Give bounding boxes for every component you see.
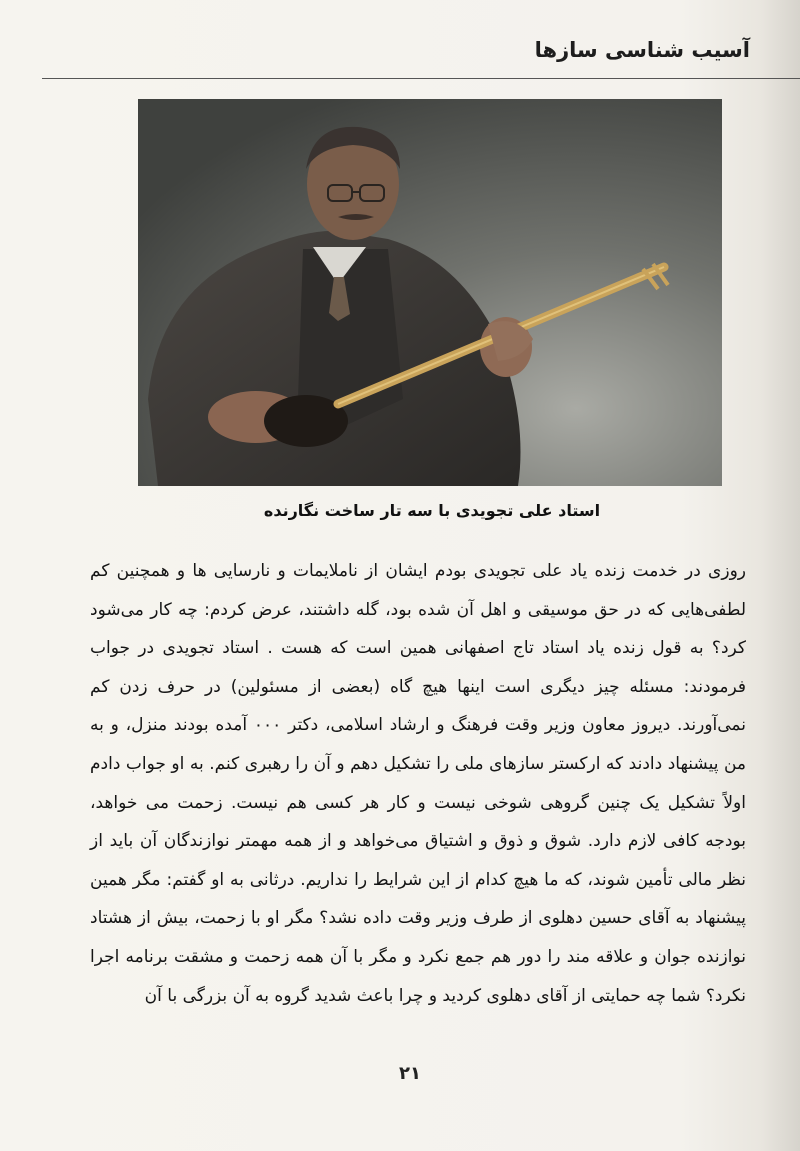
page-number: ۲۱ bbox=[399, 1063, 421, 1084]
body-paragraph: روزی در خدمت زنده یاد علی تجویدی بودم ایشان از ناملایمات و نارسایی ها و همچنین کم لطفی‌هایی که در حق موسیقی و اهل آن شده بود، گله داشتند، عرض کردم: چه کار می‌شود کرد؟ به قول زنده یاد استاد تاج اصفهانی همین است که هست . استاد تجویدی در جواب فرمودند: مسئله چیز دیگری است اینها هیچ گاه (بعضی از مسئولین) در حرف زدن کم نمی‌آورند. دیروز معاون وزیر وقت فرهنگ و ارشاد اسلامی، دکتر ۰۰۰ آمده بودند منزل، و به من پیشنهاد دادند که ارکستر سازهای ملی را تشکیل دهم و آن را رهبری کنم. به او جواب دادم اولاً تشکیل یک چنین گروهی شوخی نیست و کار هر کسی هم نیست. زحمت می خواهد، بودجه کافی لازم دارد. شوق و ذوق و اشتیاق می‌خواهد و از همه مهمتر نوازندگان آن باید از نظر مالی تأمین شوند، که ما هیچ کدام از این شرایط را نداریم. درثانی به او گفتم: مگر همین پیشنهاد به آقای حسین دهلوی از طرف وزیر وقت داده نشد؟ مگر او با زحمت، بیش از هشتاد نوازنده جوان و علاقه مند را دور هم جمع نکرد و مگر با آن همه زحمت و مشقت برنامه اجرا نکرد؟ شما چه حمایتی از آقای دهلوی کردید و چرا باعث شدید گروه به آن بزرگی با آن bbox=[90, 561, 746, 1006]
photo-caption: استاد علی تجویدی با سه تار ساخت نگارنده bbox=[263, 501, 601, 520]
header-divider bbox=[42, 78, 800, 79]
running-header-title: آسیب شناسی سازها bbox=[534, 38, 750, 62]
musician-photo bbox=[138, 99, 722, 486]
